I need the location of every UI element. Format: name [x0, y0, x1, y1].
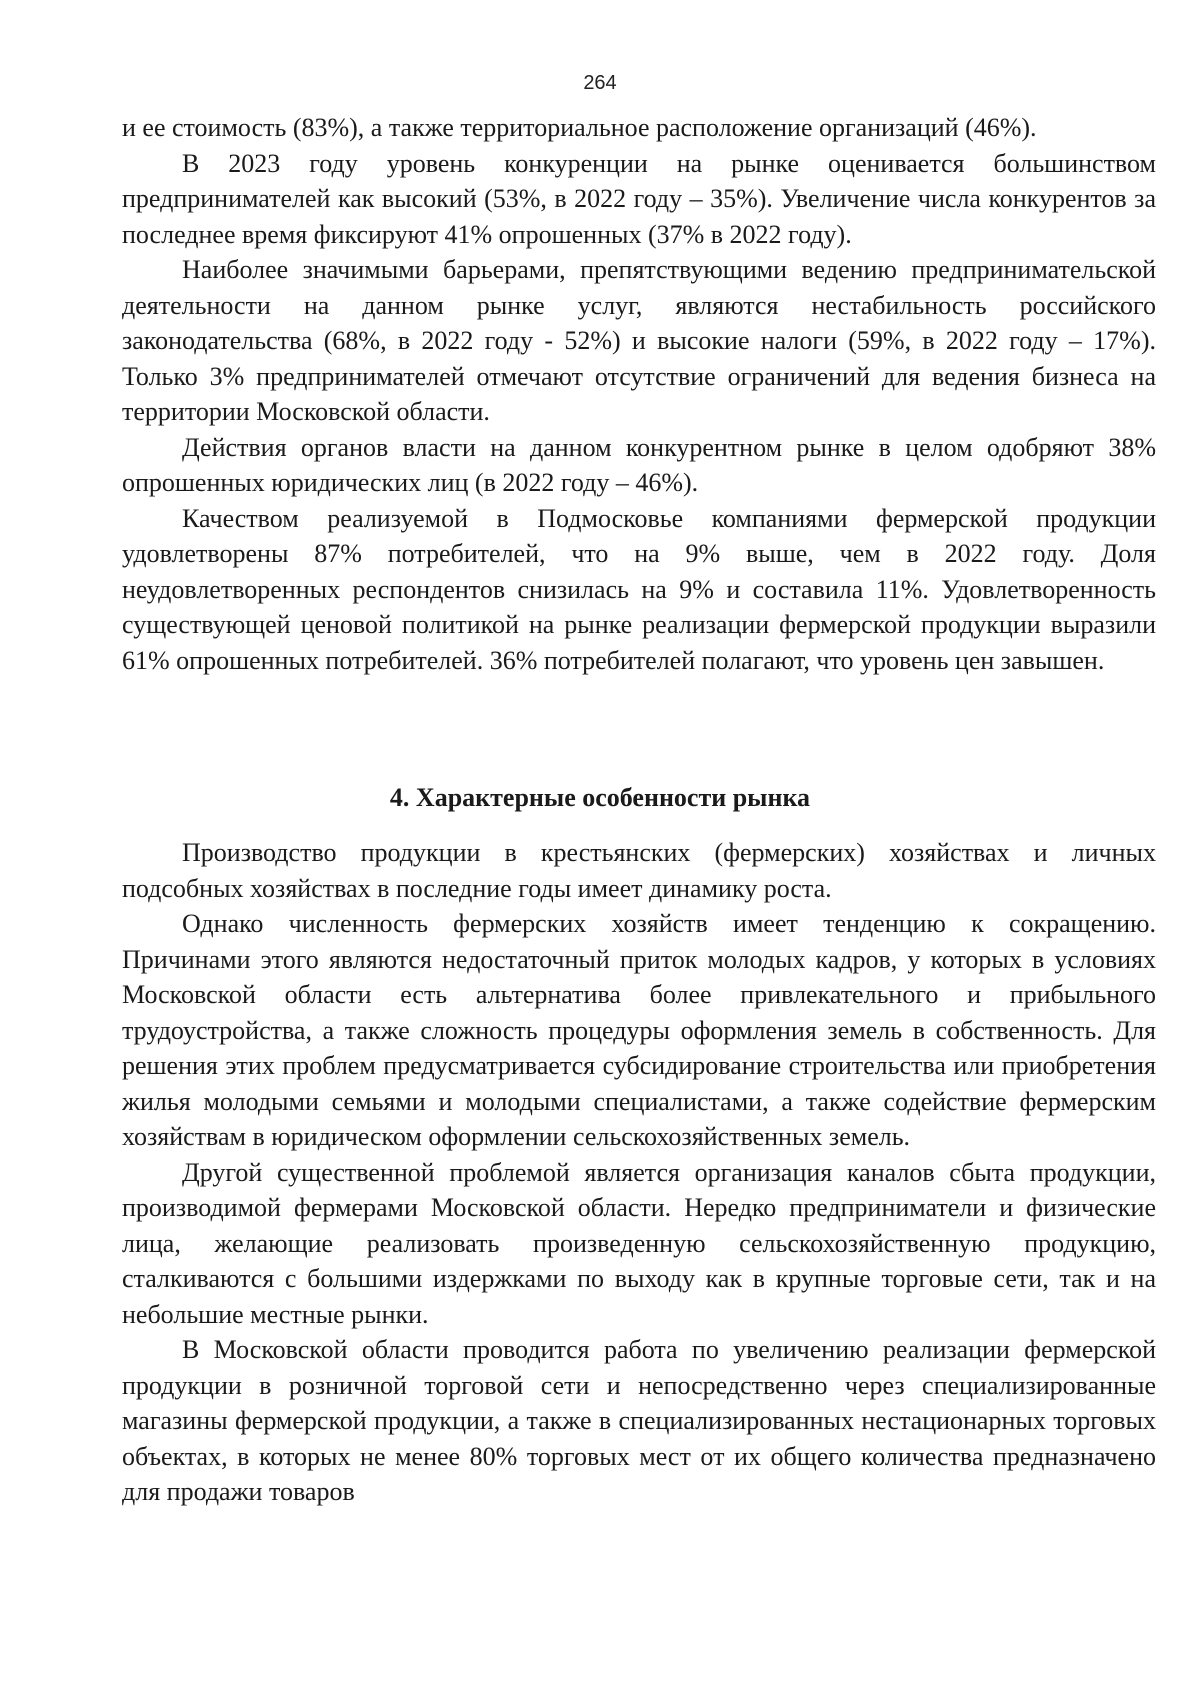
paragraph: Действия органов власти на данном конкурентном рынке в целом одобряют 38% опрошенных юридических лиц (в 2022 году – 46%). — [122, 432, 1156, 497]
body-text-top — [122, 110, 1156, 678]
paragraph: Однако численность фермерских хозяйств имеет тенденцию к сокращению. Причинами этого являются недостаточный приток молодых кадров, у которых в условиях Московской области есть альтернатива более привлекательного и прибыльного трудоустройства, а также сложность процедуры оформления земель в собственность. Для решения этих проблем предусматривается субсидирование строительства или приобретения жилья молодыми семьями и молодыми специалистами, а также содействие фермерским хозяйствам в юридическом оформлении сельскохозяйственных земель. — [122, 909, 1156, 1151]
paragraph: Производство продукции в крестьянских (фермерских) хозяйствах и личных подсобных хозяйствах в последние годы имеет динамику роста. — [122, 838, 1156, 903]
paragraph: и ее стоимость (83%), а также территориальное расположение организаций (46%). — [122, 113, 1037, 142]
page-number: 264 — [583, 72, 617, 94]
paragraph: Наиболее значимыми барьерами, препятствующими ведению предпринимательской деятельности на данном рынке услуг, являются нестабильность российского законодательства (68%, в 2022 году - 52%) и высокие налоги (59%, в 2022 году – 17%). Только 3% предпринимателей отмечают отсутствие ограничений для ведения бизнеса на территории Московской области. — [122, 255, 1156, 426]
paragraph: Другой существенной проблемой является организация каналов сбыта продукции, производимой фермерами Московской области. Нередко предприниматели и физические лица, желающие реализовать произведенную сельскохозяйственную продукцию, сталкиваются с большими издержками по выходу как в крупные торговые сети, так и на небольшие местные рынки. — [122, 1157, 1156, 1329]
section-heading: 4. Характерные особенности рынка — [389, 783, 811, 812]
body-text-bottom — [122, 835, 1156, 1510]
paragraph: Качеством реализуемой в Подмосковье компаниями фермерской продукции удовлетворены 87% потребителей, что на 9% выше, чем в 2022 году. Доля неудовлетворенных респондентов снизилась на 9% и составила 11%. Удовлетворенность существующей ценовой политикой на рынке реализации фермерской продукции выразили 61% опрошенных потребителей. 36% потребителей полагают, что уровень цен завышен. — [122, 503, 1156, 675]
paragraph: В 2023 году уровень конкуренции на рынке оценивается большинством предпринимателей как высокий (53%, в 2022 году – 35%). Увеличение числа конкурентов за последнее время фиксируют 41% опрошенных (37% в 2022 году). — [122, 148, 1156, 249]
paragraph: В Московской области проводится работа по увеличению реализации фермерской продукции в розничной торговой сети и непосредственно через специализированные магазины фермерской продукции, а также в специализированных нестационарных торговых объектах, в которых не менее 80% торговых мест от их общего количества предназначено для продажи товаров — [122, 1335, 1156, 1506]
